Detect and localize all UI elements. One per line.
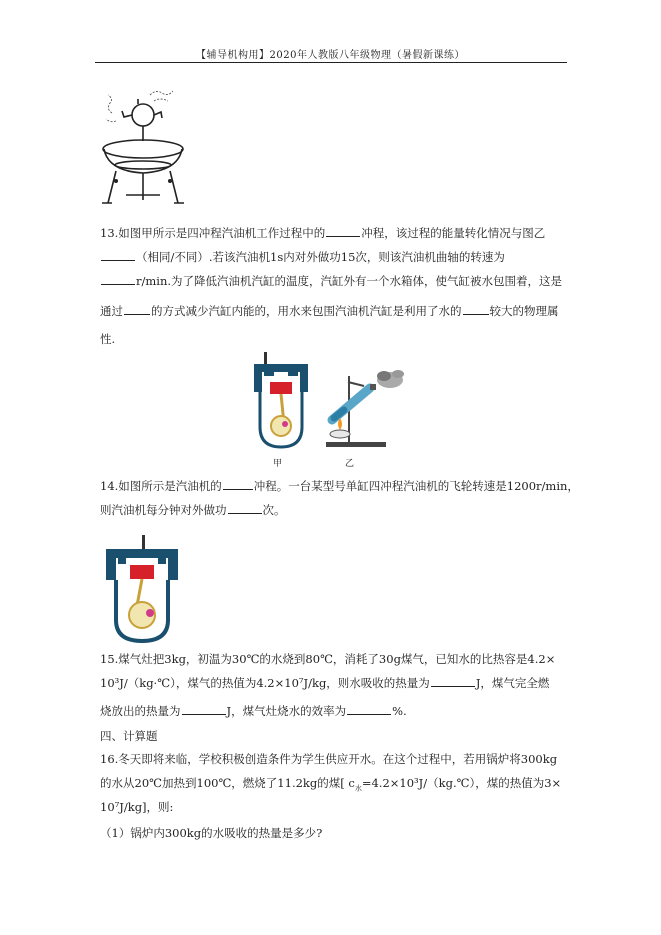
figure-label-jia: 甲 [273,459,283,469]
test-tube-experiment-diagram-yi [318,368,408,450]
q14-line-1: 14.如图所示是汽油机的 冲程。一台某型号单缸四冲程汽油机的飞轮转速是1200r/min， [100,479,579,493]
page-header: 【辅导机构用】2020年人教版八年级物理（暑假新课练） [196,50,465,61]
q13-line-3: r/min.为了降低汽油机汽缸的温度，汽缸外有一个水箱体，使气缸被水包围着，这是 [100,273,562,289]
q15-blank-efficiency[interactable] [347,703,391,715]
q15-blank-heat-absorbed[interactable] [431,675,475,687]
q13-line-1: 13.如图甲所示是四冲程汽油机工作过程中的 冲程，该过程的能量转化情况与图乙 [100,226,546,240]
q13-blank-rpm[interactable] [101,273,135,285]
q16-line-3: 10⁷J/kg]，则: [100,800,174,814]
q13-blank-method[interactable] [124,303,150,315]
figure-label-yi: 乙 [345,459,355,469]
q13-blank-stroke[interactable] [326,225,360,237]
q13-blank-same-different[interactable] [101,249,135,261]
q13-line-5: 性. [100,332,116,346]
q13-blank-property[interactable] [463,303,489,315]
engine-cylinder-diagram-jia [250,352,312,452]
q13-line-2: （相同/不同）.若该汽油机1s内对外做功15次，则该汽油机曲轴的转速为 [100,249,505,265]
engine-cylinder-diagram-q14 [102,535,182,645]
q15-line-3: 烧放出的热量为 J，煤气灶烧水的效率为 %. [100,704,407,718]
steam-engine-illustration [98,85,188,210]
q16-line-1: 16.冬天即将来临，学校积极创造条件为学生供应开水。在这个过程中，若用锅炉将300kg [100,752,558,766]
q15-line-1: 15.煤气灶把3kg，初温为30℃的水烧到80℃，消耗了30g煤气，已知水的比热容是4.2× [100,652,556,666]
q16-line-2: 的水从20℃加热到100℃，燃烧了11.2kg的煤[ $c_水=4.2\times 10^3J/(kg.℃)$，煤的热值为3× [100,776,562,793]
header-rule [95,62,567,63]
q15-blank-heat-released[interactable] [182,703,226,715]
q14-line-2: 则汽油机每分钟对外做功 次。 [100,503,286,517]
q13-line-4: 通过 的方式减少汽缸内能的，用水来包围汽油机汽缸是利用了水的 较大的物理属 [100,304,559,318]
q14-blank-stroke[interactable] [223,478,253,490]
section-title-calculation: 四、计算题 [100,729,158,743]
q15-line-2: 10³J/（kg·℃），煤气的热值为4.2×10⁷J/kg，则水吸收的热量为 J，煤气完全燃 [100,676,550,690]
q16-subquestion-1: （1）锅炉内300kg的水吸收的热量是多少? [100,826,323,840]
q14-blank-count[interactable] [228,502,262,514]
